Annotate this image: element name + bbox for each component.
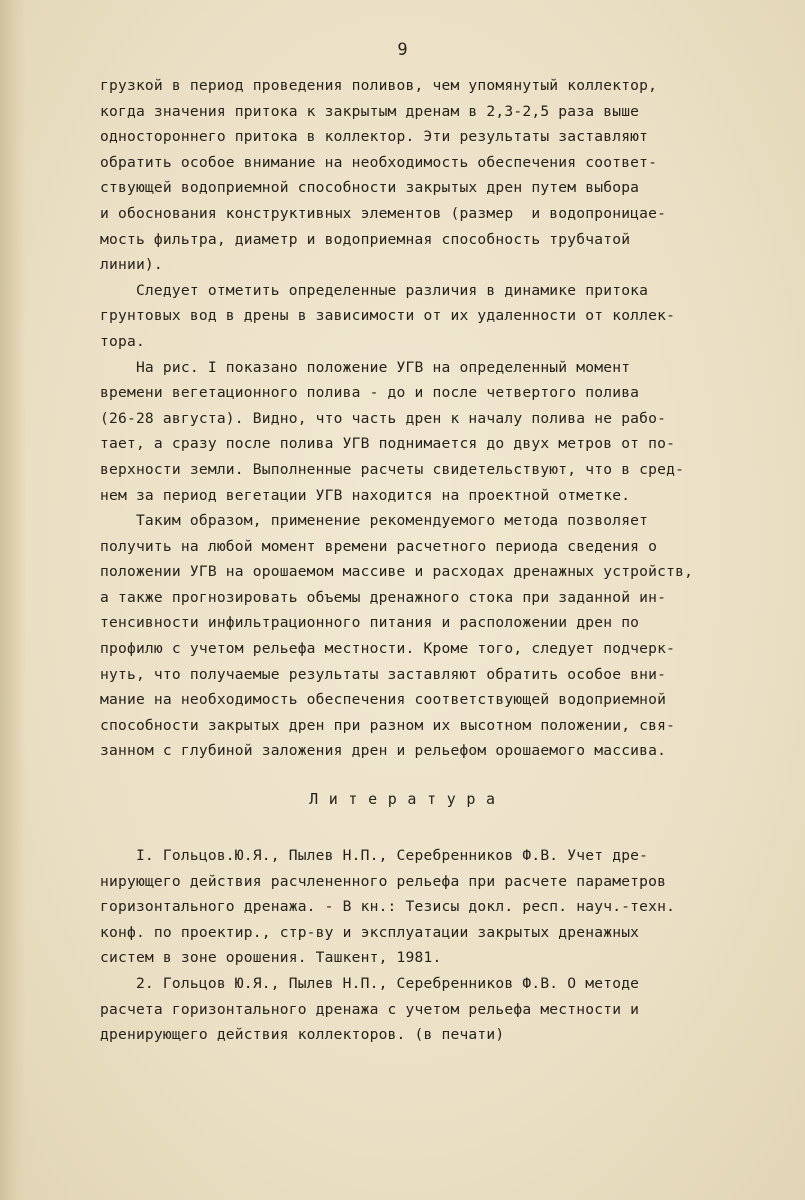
text-line: нуть, что получаемые результаты заставляют обратить особое вни- <box>100 665 667 683</box>
text-line: линии). <box>100 256 163 274</box>
reference-line: нирующего действия расчлененного рельефа при расчете параметров <box>100 872 667 890</box>
text-line: (26-28 августа). Видно, что часть дрен к началу полива не рабо- <box>100 409 667 427</box>
text-line: верхности земли. Выполненные расчеты свидетельствуют, что в сред- <box>100 460 685 478</box>
text-line: тает, а сразу после полива УГВ поднимается до двух метров от по- <box>100 435 676 453</box>
text-line: когда значения притока к закрытым дренам в 2,3-2,5 раза выше <box>100 102 640 120</box>
text-line: На рис. I показано положение УГВ на определенный момент <box>100 358 631 376</box>
reference-line: I. Гольцов.Ю.Я., Пылев Н.П., Серебренников Ф.В. Учет дре- <box>100 847 649 864</box>
reference-line: расчета горизонтального дренажа с учетом рельефа местности и <box>100 1000 640 1018</box>
text-line: одностороннего притока в коллектор. Эти результаты заставляют <box>100 128 649 146</box>
text-line: Таким образом, применение рекомендуемого метода позволяет <box>100 512 649 530</box>
text-line: Следует отметить определенные различия в динамике притока <box>100 281 649 299</box>
text-line: профилю с учетом рельефа местности. Кроме того, следует подчерк- <box>100 640 676 658</box>
text-line: времени вегетационного полива - до и после четвертого полива <box>100 384 640 402</box>
reference-line: конф. по проектир., стр-ву и эксплуатации закрытых дренажных <box>100 923 640 941</box>
page-number: 9 <box>397 40 408 60</box>
text-line: тенсивности инфильтрационного питания и расположении дрен по <box>100 614 640 632</box>
text-line: нем за период вегетации УГВ находится на проектной отметке. <box>100 486 631 504</box>
text-line: тора. <box>100 332 145 350</box>
text-line: положении УГВ на орошаемом массиве и расходах дренажных устройств, <box>100 563 694 581</box>
text-line: получить на любой момент времени расчетного периода сведения о <box>100 537 658 555</box>
reference-item <box>100 843 790 971</box>
text-line: ствующей водоприемной способности закрытых дрен путем выбора <box>100 179 640 197</box>
text-line: грузкой в период проведения поливов, чем упомянутый коллектор, <box>100 77 658 94</box>
reference-line: дренирующего действия коллекторов. (в печати) <box>100 1026 505 1044</box>
reference-item <box>100 971 790 1048</box>
text-line: а также прогнозировать объемы дренажного стока при заданной ин- <box>100 588 667 606</box>
text-line: обратить особое внимание на необходимость обеспечения соответ- <box>100 153 658 171</box>
text-line: мость фильтра, диаметр и водоприемная способность трубчатой <box>100 230 631 248</box>
reference-line: систем в зоне орошения. Ташкент, 1981. <box>100 949 442 967</box>
text-line: и обоснования конструктивных элементов (размер и водопроницае- <box>100 204 667 222</box>
page-binding-edge <box>0 0 26 1200</box>
text-line: грунтовых вод в дрены в зависимости от их удаленности от коллек- <box>100 307 676 325</box>
body-text <box>100 73 790 764</box>
references-list <box>100 843 790 1048</box>
reference-line: горизонтального дренажа. - В кн.: Тезисы докл. респ. науч.-техн. <box>100 898 676 916</box>
references-heading: Л и т е р а т у р а <box>309 790 496 808</box>
text-line: занном с глубиной заложения дрен и рельефом орошаемого массива. <box>100 742 667 760</box>
text-line: мание на необходимость обеспечения соответствующей водоприемной <box>100 691 667 709</box>
text-line: способности закрытых дрен при разном их высотном положении, свя- <box>100 716 676 734</box>
reference-line: 2. Гольцов Ю.Я., Пылев Н.П., Серебренников Ф.В. О методе <box>100 974 640 992</box>
